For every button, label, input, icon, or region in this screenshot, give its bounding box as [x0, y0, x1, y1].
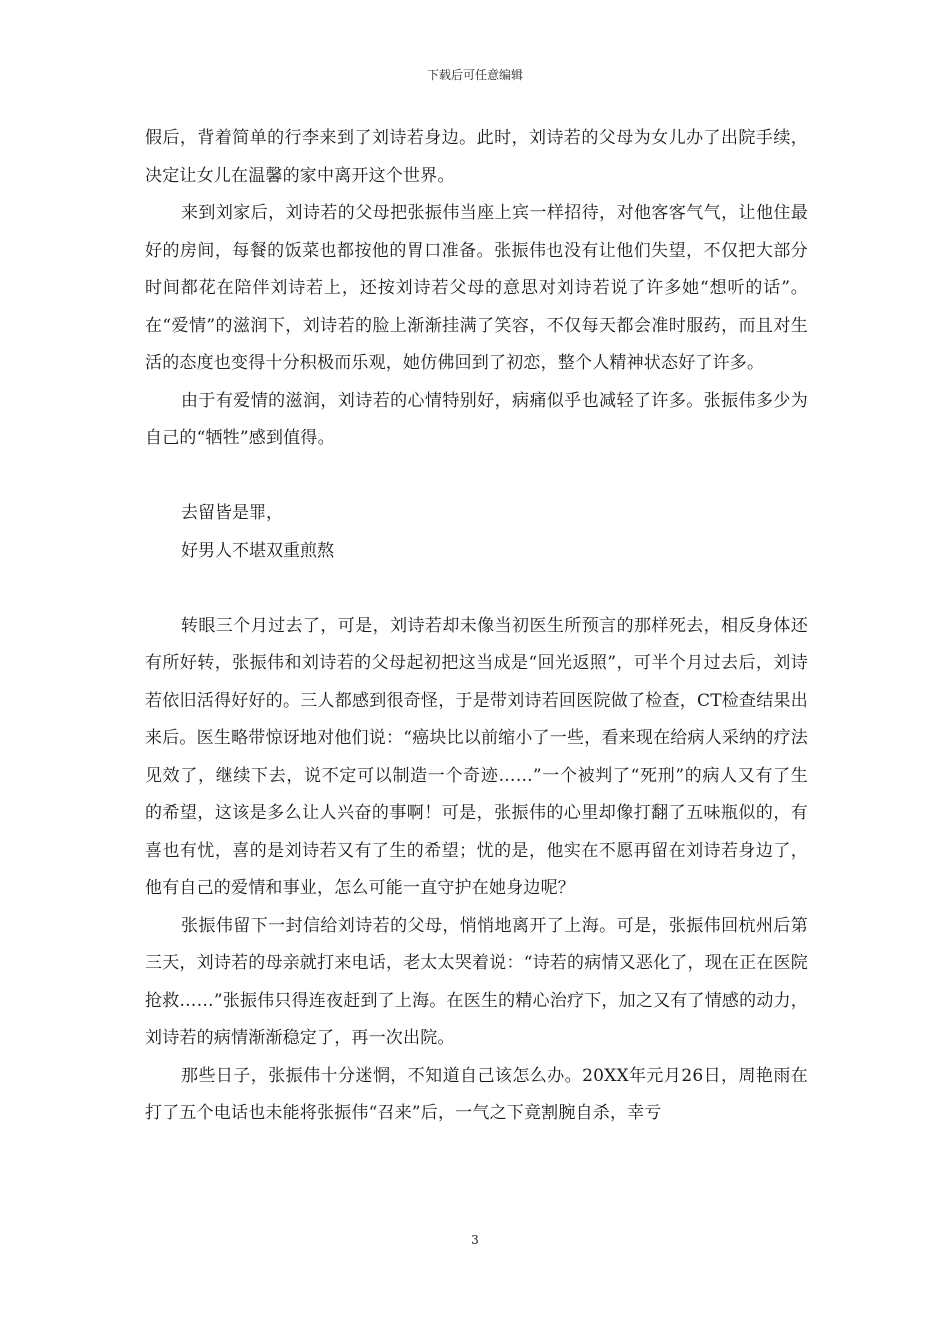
- spacer: [145, 570, 808, 608]
- paragraph-continuation: 假后，背着简单的行李来到了刘诗若身边。此时，刘诗若的父母为女儿办了出院手续，决定让女儿在温馨的家中离开这个世界。: [145, 128, 808, 186]
- subheading-line: 去留皆是罪，: [181, 503, 283, 523]
- page-number: 3: [471, 1233, 479, 1247]
- paragraph: 那些日子，张振伟十分迷惘，不知道自己该怎么办。20XX年元月26日，周艳雨在打了五个电话也未能将张振伟“召来”后，一气之下竟割腕自杀，幸亏: [145, 1065, 808, 1123]
- paragraph: 张振伟留下一封信给刘诗若的父母，悄悄地离开了上海。可是，张振伟回杭州后第三天，刘诗若的母亲就打来电话，老太太哭着说：“诗若的病情又恶化了，现在正在医院抢救……”张振伟只得连夜赶到了上海。在医生的精心治疗下，加之又有了情感的动力，刘诗若的病情渐渐稳定了，再一次出院。: [145, 915, 808, 1048]
- spacer: [145, 458, 808, 496]
- subheading-line: 好男人不堪双重煎熬: [181, 540, 334, 561]
- page-header: 下载后可任意编辑: [426, 68, 523, 82]
- paragraph: 转眼三个月过去了，可是，刘诗若却未像当初医生所预言的那样死去，相反身体还有所好转，张振伟和刘诗若的父母起初把这当成是“回光返照”，可半个月过去后，刘诗若依旧活得好好的。三人都感到很奇怪，于是带刘诗若回医院做了检查，CT检查结果出来后。医生略带惊讶地对他们说：“癌块比以前缩小了一些，看来现在给病人采纳的疗法见效了，继续下去，说不定可以制造一个奇迹……”一个被判了“死刑”的病人又有了生的希望，这该是多么让人兴奋的事啊！可是，张振伟的心里却像打翻了五味瓶似的，有喜也有忧，喜的是刘诗若又有了生的希望；忧的是，他实在不愿再留在刘诗若身边了，他有自己的爱情和事业，怎么可能一直守护在她身边呢？: [145, 615, 808, 898]
- paragraph: 来到刘家后，刘诗若的父母把张振伟当座上宾一样招待，对他客客气气，让他住最好的房间，每餐的饭菜也都按他的胃口准备。张振伟也没有让他们失望，不仅把大部分时间都花在陪伴刘诗若上，还按刘诗若父母的意思对刘诗若说了许多她“想听的话”。在“爱情”的滋润下，刘诗若的脸上渐渐挂满了笑容，不仅每天都会准时服药，而且对生活的态度也变得十分积极而乐观，她仿佛回到了初恋，整个人精神状态好了许多。: [145, 203, 808, 373]
- document-body: [145, 120, 808, 1133]
- paragraph: 由于有爱情的滋润，刘诗若的心情特别好，病痛似乎也减轻了许多。张振伟多少为自己的“牺牲”感到值得。: [145, 390, 808, 448]
